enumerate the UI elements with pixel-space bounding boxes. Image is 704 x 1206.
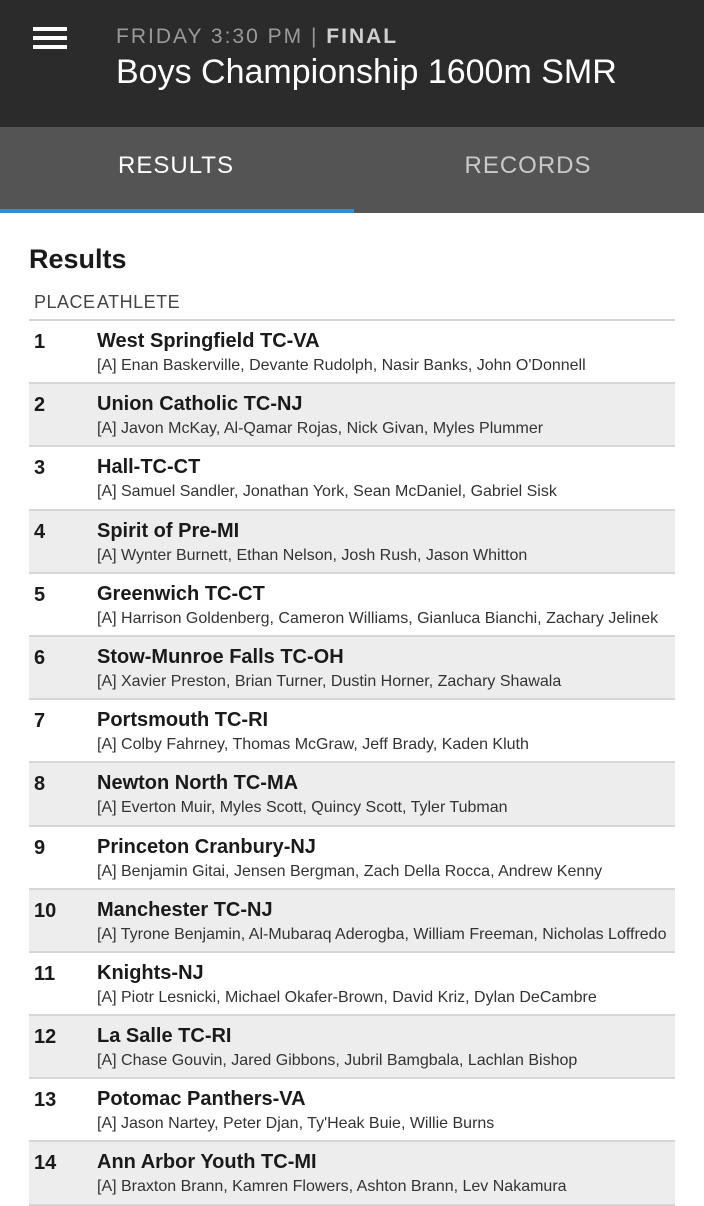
result-team: Newton North TC-MA: [97, 772, 299, 795]
result-row[interactable]: [29, 953, 675, 1016]
result-athletes: [A] Tyrone Benjamin, Al-Mubaraq Aderogba, William Freeman, Nicholas Loffredo: [97, 925, 667, 943]
result-athletes: [A] Wynter Burnett, Ethan Nelson, Josh Rush, Jason Whitton: [97, 546, 528, 564]
result-place: 14: [34, 1152, 57, 1175]
result-athletes: [A] Samuel Sandler, Jonathan York, Sean McDaniel, Gabriel Sisk: [97, 483, 557, 501]
result-athletes: [A] Everton Muir, Myles Scott, Quincy Scott, Tyler Tubman: [97, 799, 508, 817]
result-team: Hall-TC-CT: [97, 456, 201, 479]
app-header: [0, 0, 704, 127]
result-row[interactable]: [29, 1142, 675, 1205]
result-place: 1: [34, 331, 46, 353]
event-status-line: [116, 25, 398, 49]
result-place: 11: [34, 962, 56, 985]
result-row[interactable]: [29, 1079, 675, 1142]
result-team: La Salle TC-RI: [97, 1025, 232, 1048]
result-athletes: [A] Jason Nartey, Peter Djan, Ty'Heak Buie, Willie Burns: [97, 1115, 495, 1133]
result-row[interactable]: [29, 700, 675, 763]
result-team: Union Catholic TC-NJ: [97, 393, 303, 416]
result-row[interactable]: [29, 321, 675, 384]
result-athletes: [A] Benjamin Gitai, Jensen Bergman, Zach Della Rocca, Andrew Kenny: [97, 862, 603, 880]
result-place: 7: [34, 710, 46, 733]
result-athletes: [A] Javon McKay, Al-Qamar Rojas, Nick Givan, Myles Plummer: [97, 420, 544, 438]
result-athletes: [A] Chase Gouvin, Jared Gibbons, Jubril Bamgbala, Lachlan Bishop: [97, 1052, 578, 1070]
result-athletes: [A] Colby Fahrney, Thomas McGraw, Jeff Brady, Kaden Kluth: [97, 736, 529, 754]
event-title: Boys Championship 1600m SMR: [116, 53, 617, 91]
event-status: FINAL: [326, 25, 399, 48]
results-heading: Results: [29, 244, 127, 274]
result-place: 5: [34, 583, 46, 606]
result-row[interactable]: [29, 827, 675, 890]
result-athletes: [A] Xavier Preston, Brian Turner, Dustin Horner, Zachary Shawala: [97, 672, 562, 690]
result-place: 4: [34, 520, 46, 543]
result-row[interactable]: [29, 763, 675, 826]
column-header-place: PLACE: [34, 292, 96, 312]
result-team: Princeton Cranbury-NJ: [97, 835, 316, 858]
result-team: Stow-Munroe Falls TC-OH: [97, 645, 344, 668]
result-team: Potomac Panthers-VA: [97, 1088, 306, 1111]
result-athletes: [A] Braxton Brann, Kamren Flowers, Ashton Brann, Lev Nakamura: [97, 1178, 567, 1196]
result-row[interactable]: [29, 511, 675, 574]
result-row[interactable]: [29, 1016, 675, 1079]
result-row[interactable]: [29, 384, 675, 447]
result-place: 8: [34, 773, 46, 796]
result-team: Greenwich TC-CT: [97, 582, 265, 605]
hamburger-menu-icon[interactable]: [33, 27, 67, 51]
result-row[interactable]: [29, 447, 675, 510]
result-place: 12: [34, 1026, 57, 1049]
result-place: 2: [34, 394, 46, 417]
status-separator: |: [310, 25, 319, 48]
column-header-athlete: ATHLETE: [97, 292, 181, 312]
result-place: 9: [34, 836, 46, 859]
result-athletes: [A] Harrison Goldenberg, Cameron Williams, Gianluca Bianchi, Zachary Jelinek: [97, 609, 659, 627]
result-place: 10: [34, 899, 57, 922]
event-day-time: FRIDAY 3:30 PM: [116, 25, 304, 48]
result-team: Spirit of Pre-MI: [97, 519, 240, 542]
result-athletes: [A] Piotr Lesnicki, Michael Okafer-Brown, David Kriz, Dylan DeCambre: [97, 988, 597, 1006]
result-team: Ann Arbor Youth TC-MI: [97, 1151, 317, 1174]
result-athletes: [A] Enan Baskerville, Devante Rudolph, Nasir Banks, John O'Donnell: [97, 357, 586, 374]
tab-results[interactable]: RESULTS: [118, 152, 234, 179]
result-team: Portsmouth TC-RI: [97, 709, 269, 732]
result-row[interactable]: [29, 637, 675, 700]
result-team: Manchester TC-NJ: [97, 898, 273, 921]
result-team: West Springfield TC-VA: [97, 330, 320, 352]
tab-records[interactable]: RECORDS: [464, 152, 592, 179]
result-place: 6: [34, 646, 46, 669]
active-tab-indicator: [0, 209, 354, 213]
result-place: 3: [34, 457, 46, 480]
tab-bar: [0, 127, 704, 213]
result-row[interactable]: [29, 574, 675, 637]
result-row[interactable]: [29, 890, 675, 953]
result-place: 13: [34, 1089, 57, 1112]
results-list: [29, 321, 675, 1206]
result-team: Knights-NJ: [97, 961, 204, 984]
